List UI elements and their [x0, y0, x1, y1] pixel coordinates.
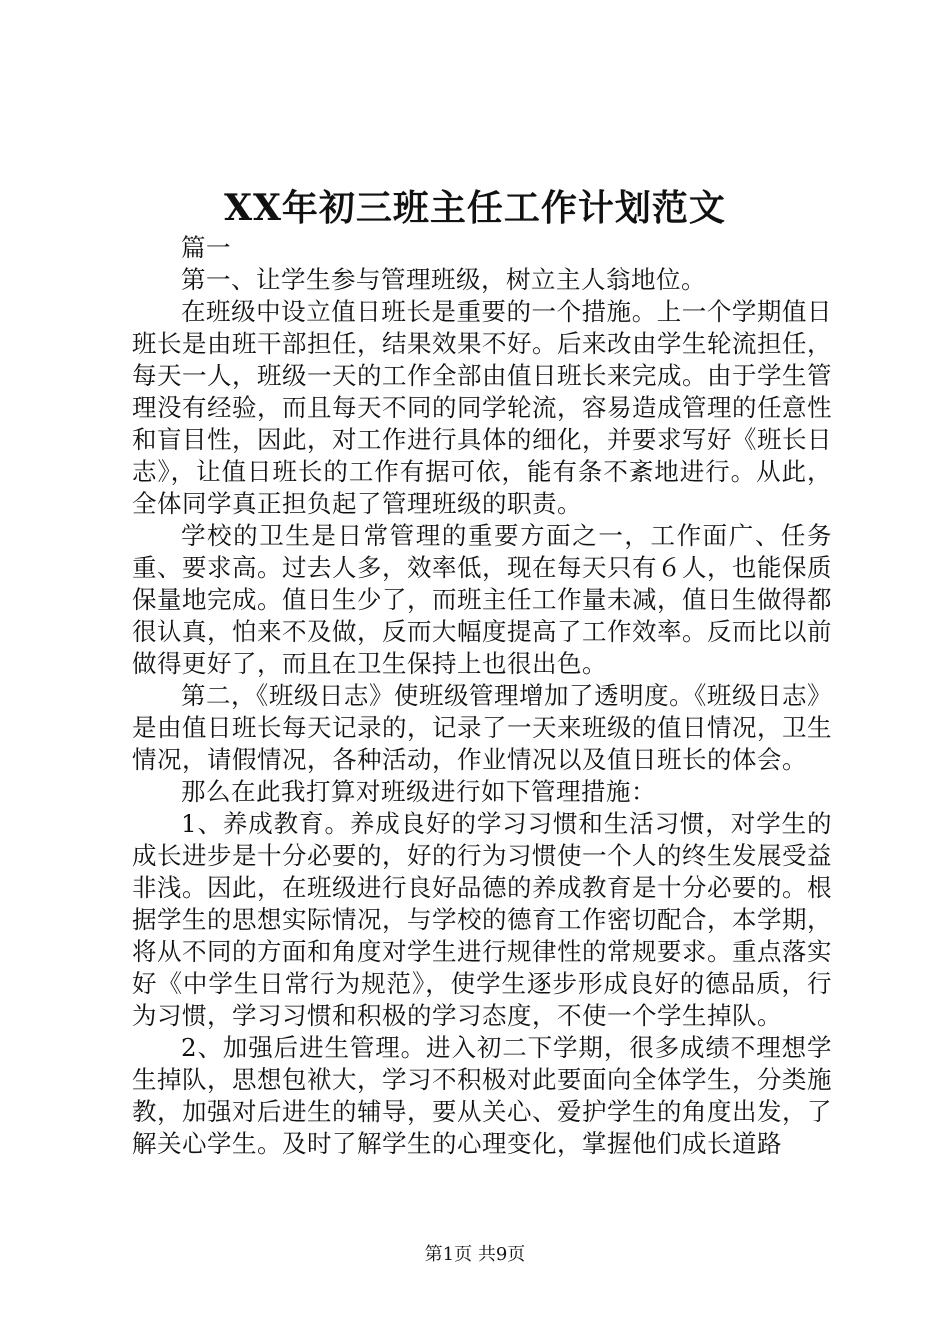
document-body [132, 232, 832, 1160]
section-label: 篇一 [181, 233, 231, 262]
paragraph: 第二，《班级日志》使班级管理增加了透明度。《班级日志》是由值日班长每天记录的，记录了一天来班级的值日情况，卫生情况，请假情况，各种活动，作业情况以及值日班长的体会。 [132, 681, 832, 774]
paragraph: 那么在此我打算对班级进行如下管理措施： [181, 777, 656, 806]
page-number-footer: 第1页 共9页 [424, 1244, 526, 1265]
paragraph-heading-1: 第一、让学生参与管理班级，树立主人翁地位。 [181, 265, 706, 294]
paragraph: 学校的卫生是日常管理的重要方面之一，工作面广、任务重、要求高。过去人多，效率低，现在每天只有６人，也能保质保量地完成。值日生少了，而班主任工作量未减，值日生做得都很认真，怕来不及做，反而大幅度提高了工作效率。反而比以前做得更好了，而且在卫生保持上也很出色。 [132, 521, 832, 678]
paragraph: 2、加强后进生管理。进入初二下学期，很多成绩不理想学生掉队，思想包袱大，学习不积极对此要面向全体学生，分类施教，加强对后进生的辅导，要从关心、爱护学生的角度出发，了解关心学生。及时了解学生的心理变化，掌握他们成长道路 [132, 1033, 832, 1158]
document-title: XX年初三班主任工作计划范文 [224, 187, 726, 229]
paragraph: 在班级中设立值日班长是重要的一个措施。上一个学期值日班长是由班干部担任，结果效果不好。后来改由学生轮流担任，每天一人，班级一天的工作全部由值日班长来完成。由于学生管理没有经验，而且每天不同的同学轮流，容易造成管理的任意性和盲目性，因此，对工作进行具体的细化，并要求写好《班长日志》，让值日班长的工作有据可依，能有条不紊地进行。从此，全体同学真正担负起了管理班级的职责。 [132, 297, 832, 518]
paragraph: 1、养成教育。养成良好的学习习惯和生活习惯，对学生的成长进步是十分必要的，好的行为习惯使一个人的终生发展受益非浅。因此，在班级进行良好品德的养成教育是十分必要的。根据学生的思想实际情况，与学校的德育工作密切配合，本学期，将从不同的方面和角度对学生进行规律性的常规要求。重点落实好《中学生日常行为规范》，使学生逐步形成良好的德品质，行为习惯，学习习惯和积极的学习态度，不使一个学生掉队。 [132, 809, 832, 1030]
